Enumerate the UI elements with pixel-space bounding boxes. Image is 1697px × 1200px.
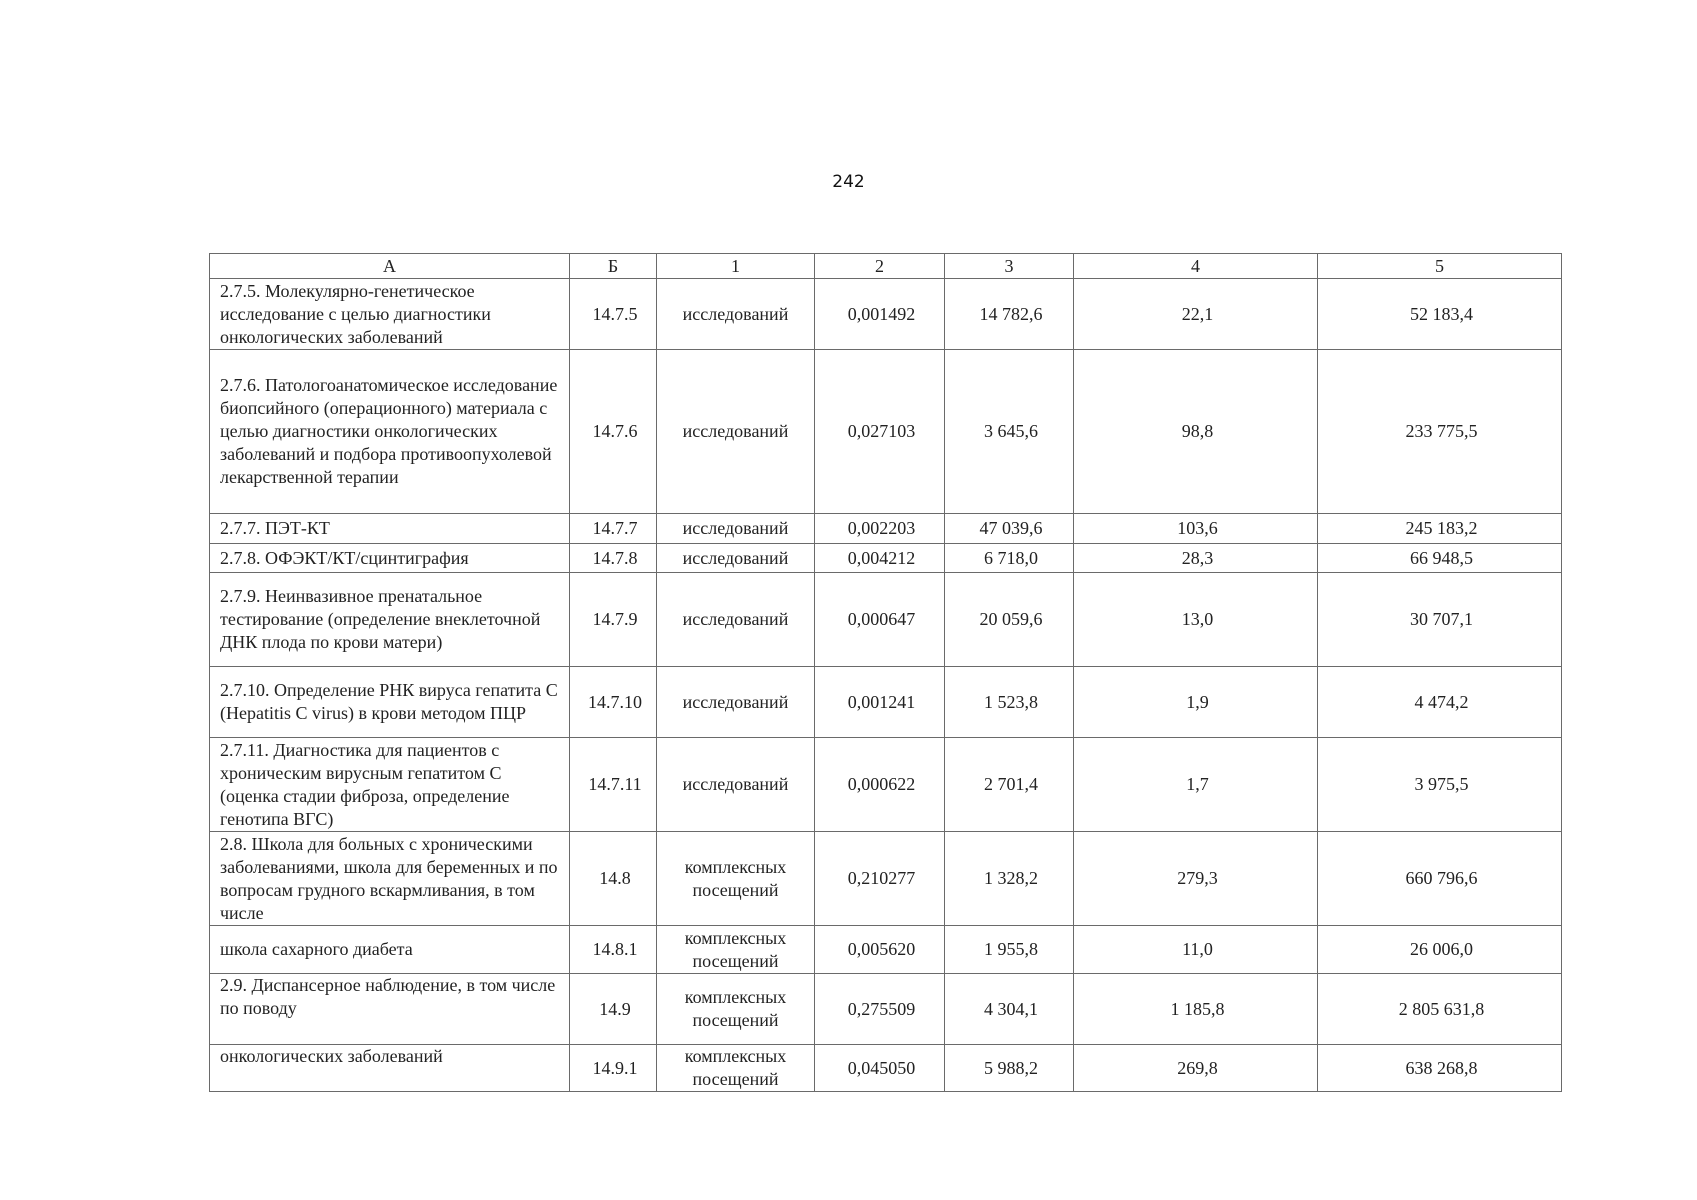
row-col-3: 2 701,4 [945,738,1074,832]
row-col-3: 1 328,2 [945,832,1074,926]
table-row [210,1045,1562,1092]
table-row [210,544,1562,573]
row-col-5: 3 975,5 [1318,738,1562,832]
row-name: 2.7.11. Диагностика для пациентов с хроническим вирусным гепатитом С (оценка стадии фиброза, определение генотипа ВГС) [210,738,570,832]
column-header-3: 3 [945,254,1074,279]
row-col-5: 26 006,0 [1318,926,1562,974]
row-col-4: 1,7 [1074,738,1318,832]
row-col-2: 0,045050 [815,1045,945,1092]
row-col-3: 20 059,6 [945,573,1074,667]
row-code: 14.9.1 [570,1045,657,1092]
column-header-2: 2 [815,254,945,279]
row-name: 2.9. Диспансерное наблюдение, в том числе по поводу [210,974,570,1045]
row-col-5: 4 474,2 [1318,667,1562,738]
table-row [210,279,1562,350]
row-code: 14.8 [570,832,657,926]
row-name: 2.7.6. Патологоанатомическое исследование биопсийного (операционного) материала с целью диагностики онкологических заболеваний и подбора противоопухолевой лекарственной терапии [210,350,570,514]
row-code: 14.7.11 [570,738,657,832]
row-col-4: 279,3 [1074,832,1318,926]
row-col-3: 14 782,6 [945,279,1074,350]
row-unit: исследований [657,350,815,514]
column-header-a: А [210,254,570,279]
row-col-5: 30 707,1 [1318,573,1562,667]
row-unit: исследований [657,514,815,544]
row-unit: исследований [657,279,815,350]
row-name: 2.7.9. Неинвазивное пренатальное тестирование (определение внеклеточной ДНК плода по крови матери) [210,573,570,667]
row-col-4: 103,6 [1074,514,1318,544]
row-col-5: 52 183,4 [1318,279,1562,350]
row-code: 14.7.9 [570,573,657,667]
table-row [210,350,1562,514]
row-name: 2.7.7. ПЭТ-КТ [210,514,570,544]
table-row [210,573,1562,667]
row-col-2: 0,000647 [815,573,945,667]
row-col-2: 0,004212 [815,544,945,573]
row-name: онкологических заболеваний [210,1045,570,1092]
row-col-3: 5 988,2 [945,1045,1074,1092]
row-col-3: 6 718,0 [945,544,1074,573]
row-col-2: 0,027103 [815,350,945,514]
row-col-2: 0,210277 [815,832,945,926]
table-row [210,514,1562,544]
row-code: 14.7.5 [570,279,657,350]
row-unit: комплексных посещений [657,926,815,974]
row-name: 2.7.5. Молекулярно-генетическое исследование с целью диагностики онкологических заболеваний [210,279,570,350]
row-unit: комплексных посещений [657,974,815,1045]
row-col-4: 269,8 [1074,1045,1318,1092]
column-header-5: 5 [1318,254,1562,279]
row-col-5: 66 948,5 [1318,544,1562,573]
row-col-2: 0,275509 [815,974,945,1045]
row-code: 14.7.8 [570,544,657,573]
row-name: 2.8. Школа для больных с хроническими заболеваниями, школа для беременных и по вопросам грудного вскармливания, в том числе [210,832,570,926]
row-col-2: 0,000622 [815,738,945,832]
row-code: 14.7.6 [570,350,657,514]
header-row [210,254,1562,279]
row-col-4: 1,9 [1074,667,1318,738]
row-code: 14.8.1 [570,926,657,974]
row-col-5: 233 775,5 [1318,350,1562,514]
row-col-2: 0,001241 [815,667,945,738]
row-col-2: 0,002203 [815,514,945,544]
row-unit: исследований [657,573,815,667]
row-name: 2.7.8. ОФЭКТ/КТ/сцинтиграфия [210,544,570,573]
row-col-3: 1 523,8 [945,667,1074,738]
column-header-4: 4 [1074,254,1318,279]
row-code: 14.7.10 [570,667,657,738]
table-row [210,974,1562,1045]
row-col-4: 28,3 [1074,544,1318,573]
column-header-b: Б [570,254,657,279]
row-col-2: 0,001492 [815,279,945,350]
row-col-3: 4 304,1 [945,974,1074,1045]
page-number: 242 [832,172,865,192]
row-unit: комплексных посещений [657,832,815,926]
row-col-2: 0,005620 [815,926,945,974]
row-col-5: 638 268,8 [1318,1045,1562,1092]
row-col-3: 1 955,8 [945,926,1074,974]
table-row [210,926,1562,974]
row-col-4: 1 185,8 [1074,974,1318,1045]
table-row [210,667,1562,738]
row-col-4: 98,8 [1074,350,1318,514]
row-col-3: 3 645,6 [945,350,1074,514]
row-unit: исследований [657,738,815,832]
row-col-5: 2 805 631,8 [1318,974,1562,1045]
row-col-5: 245 183,2 [1318,514,1562,544]
row-name: школа сахарного диабета [210,926,570,974]
row-unit: комплексных посещений [657,1045,815,1092]
table-row [210,832,1562,926]
row-col-5: 660 796,6 [1318,832,1562,926]
row-unit: исследований [657,667,815,738]
row-col-3: 47 039,6 [945,514,1074,544]
row-code: 14.7.7 [570,514,657,544]
column-header-1: 1 [657,254,815,279]
row-col-4: 22,1 [1074,279,1318,350]
row-unit: исследований [657,544,815,573]
table-row [210,738,1562,832]
row-code: 14.9 [570,974,657,1045]
data-table [209,253,1562,1092]
row-col-4: 11,0 [1074,926,1318,974]
row-name: 2.7.10. Определение РНК вируса гепатита С (Hepatitis C virus) в крови методом ПЦР [210,667,570,738]
row-col-4: 13,0 [1074,573,1318,667]
